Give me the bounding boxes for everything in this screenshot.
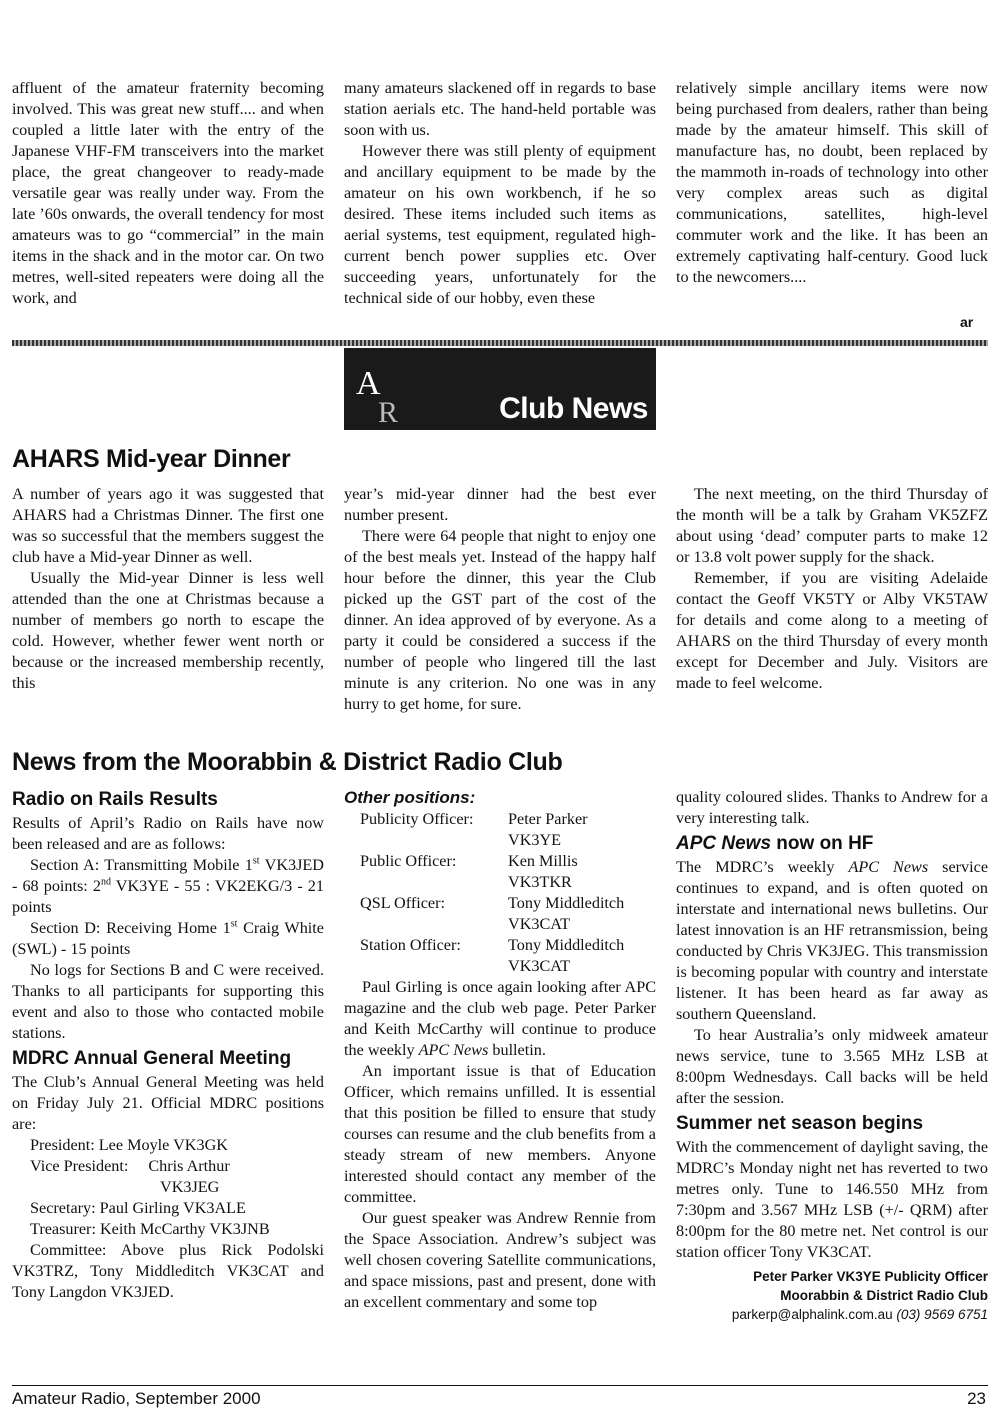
mdrc-heading: News from the Moorabbin & District Radio Club — [12, 748, 563, 776]
position-row — [360, 893, 624, 914]
rails-heading: Radio on Rails Results — [12, 789, 218, 810]
position-row — [360, 809, 624, 830]
rails-section-a: Section A: Transmitting Mobile 1st VK3JED - 68 points: 2nd VK3YE - 55 : VK2EKG/3 - 21 points — [12, 855, 324, 916]
ahars-c2-p2: There were 64 people that night to enjoy one of the best meals yet. Instead of the happy half hour before the dinner, this year the Club picked up the GST part of the cost of the dinner. An idea approved of by everyone. As a party it could be considered a success if the number of people who lingered till the last minute is any criterion. No one was in any hurry to get home, for sure. — [344, 527, 656, 713]
ahars-heading: AHARS Mid-year Dinner — [12, 445, 291, 473]
credit-phone: (03) 9569 6751 — [896, 1307, 988, 1322]
apc-magazine-p: Paul Girling is once again looking after APC magazine and the club web page. Peter Parker and Keith McCarthy will continue to produce the weekly APC News bulletin. — [344, 978, 656, 1059]
summer-net-p: With the commencement of daylight saving, the MDRC’s Monday night net has reverted to two metres only. Tune to 146.550 MHz from 7:30pm and 3.567 MHz LSB (+/- QRM) after 8:00pm for the 80 metre net. Net control is our station officer Tony VK3CAT. — [676, 1138, 988, 1261]
svg-text:R: R — [378, 396, 399, 426]
position-call-row — [360, 956, 624, 977]
position-holder: Tony Middleditch — [508, 894, 625, 912]
slides-cont-p: quality coloured slides. Thanks to Andrew for a very interesting talk. — [676, 788, 988, 827]
ahars-col1 — [12, 484, 324, 694]
rails-p1: Results of April’s Radio on Rails have now been released and are as follows: — [12, 814, 324, 853]
position-callsign: VK3TKR — [508, 873, 572, 891]
ahars-col2 — [344, 484, 656, 715]
agm-committee: Committee: Above plus Rick Podolski VK3TRZ, Tony Middleditch VK3CAT and Tony Langdon VK3JED. — [12, 1241, 324, 1301]
position-role: QSL Officer: — [360, 894, 445, 912]
position-holder: Peter Parker — [508, 810, 588, 828]
position-role: Station Officer: — [360, 936, 461, 954]
credit-line1: Peter Parker VK3YE Publicity Officer — [753, 1269, 988, 1284]
position-role: Public Officer: — [360, 852, 457, 870]
summer-net-heading: Summer net season begins — [676, 1113, 924, 1134]
position-call-row — [360, 830, 624, 851]
top-col2-p1: many amateurs slackened off in regards to base station aerials etc. The hand-held portable was soon with us. — [344, 79, 656, 139]
mdrc-col3 — [676, 787, 988, 1324]
ahars-c1-p1: A number of years ago it was suggested that AHARS had a Christmas Dinner. The first one was so successful that the members suggest the club have a Mid-year Dinner as well. — [12, 485, 324, 566]
rails-no-logs: No logs for Sections B and C were received. Thanks to all participants for supporting this event and also to those who contacted mobile stations. — [12, 961, 324, 1042]
top-article-col1 — [12, 78, 324, 309]
top-col2-p2: However there was still plenty of equipment and ancillary equipment to be made by the amateur on his own workbench, if he so desired. These items included such items as aerial systems, test equipment, regulated high-current bench power supplies etc. Over succeeding years, unfortunately for the technical side of our hobby, even these — [344, 142, 656, 307]
footer-publication: Amateur Radio, September 2000 — [12, 1389, 261, 1408]
position-callsign: VK3CAT — [508, 957, 571, 975]
position-call-row — [360, 914, 624, 935]
mdrc-col1 — [12, 787, 324, 1303]
club-news-banner — [344, 348, 656, 430]
position-row — [360, 851, 624, 872]
position-holder: Ken Millis — [508, 852, 578, 870]
svg-text:A: A — [356, 365, 381, 402]
author-credit — [676, 1267, 988, 1324]
position-role: Publicity Officer: — [360, 810, 474, 828]
article-end-mark: ar — [960, 314, 974, 330]
footer-rule — [12, 1385, 988, 1386]
position-row — [360, 935, 624, 956]
top-article-col3 — [676, 78, 988, 288]
ahars-col3 — [676, 484, 988, 694]
credit-contact — [676, 1305, 988, 1324]
position-callsign: VK3YE — [508, 831, 562, 849]
section-divider — [12, 340, 988, 346]
agm-heading: MDRC Annual General Meeting — [12, 1048, 292, 1069]
position-holder: Tony Middleditch — [508, 936, 625, 954]
top-article-col2 — [344, 78, 656, 309]
agm-president: President: Lee Moyle VK3GK — [30, 1136, 228, 1154]
ahars-c2-p1: year’s mid-year dinner had the best ever number present. — [344, 485, 656, 524]
page-number: 23 — [967, 1389, 986, 1408]
apc-hf-heading: APC News now on HF — [676, 833, 874, 854]
ahars-c3-p2: Remember, if you are visiting Adelaide contact the Geoff VK5TY or Alby VK5TAW for details and come along to a meeting of AHARS on the third Thursday of every month except for December and July. Visitors are made to feel welcome. — [676, 569, 988, 692]
agm-secretary: Secretary: Paul Girling VK3ALE — [30, 1199, 246, 1217]
mdrc-col2 — [344, 787, 656, 1313]
other-positions-heading: Other positions: — [344, 788, 476, 807]
agm-vice-president: Vice President: Chris Arthur VK3JEG — [30, 1157, 230, 1196]
ahars-c1-p2: Usually the Mid-year Dinner is less well attended than the one at Christmas because a number of members go north to escape the cold. However, whether fewer went north or because or the increased membership recently, this — [12, 569, 324, 692]
ahars-c3-p1: The next meeting, on the third Thursday of the month will be a talk by Graham VK5ZFZ about using ‘dead’ computer parts to make 12 or 13.8 volt power supply for the shack. — [676, 485, 988, 566]
position-call-row — [360, 872, 624, 893]
agm-p1: The Club’s Annual General Meeting was held on Friday July 21. Official MDRC positions are: — [12, 1073, 324, 1133]
positions-table — [360, 809, 624, 977]
agm-treasurer: Treasurer: Keith McCarthy VK3JNB — [30, 1220, 270, 1238]
top-col3-text: relatively simple ancillary items were now being purchased from dealers, rather than being made by the amateur himself. This skill of manufacture has, no doubt, been replaced by the mammoth in-roads of technology into other very complex areas such as digital communications, satellites, high-level commuter work and the like. It has been an extremely captivating half-century. Good luck to the newcomers.... — [676, 79, 988, 286]
position-callsign: VK3CAT — [508, 915, 571, 933]
apc-hf-p1: The MDRC’s weekly APC News service continues to expand, and is often quoted on interstate and international news bulletins. Our latest innovation is an HF retransmission, being conducted by Chris VK3JEG. This transmission is becoming popular with country and interstate listener. It has been heard as far away as southern Queensland. — [676, 858, 988, 1023]
credit-line2: Moorabbin & District Radio Club — [780, 1288, 988, 1303]
credit-email[interactable]: parkerp@alphalink.com.au — [731, 1307, 893, 1322]
rails-section-d: Section D: Receiving Home 1st Craig White (SWL) - 15 points — [12, 918, 324, 958]
ar-logo-icon — [352, 354, 412, 426]
banner-title: Club News — [499, 392, 648, 425]
education-officer-p: An important issue is that of Education Officer, which remains unfilled. It is essential that this position be filled to ensure that study courses can resume and the club benefits from a steady stream of new members. Anyone interested should contact any member of the committee. — [344, 1062, 656, 1206]
top-col1-text: affluent of the amateur fraternity becoming involved. This was great new stuff.... and when coupled a little later with the entry of the Japanese VHF-FM transceivers into the market place, the great changeover to ready-made versatile gear was really under way. From the late ’60s onwards, the overall tendency for most amateurs was to go “commercial” in the main items in the shack and in the motor car. On two metres, well-sited repeaters were doing all the work, and — [12, 79, 324, 307]
apc-hf-p2: To hear Australia’s only midweek amateur news service, tune to 3.565 MHz LSB at 8:00pm Wednesdays. Call backs will be held after the session. — [676, 1026, 988, 1107]
guest-speaker-p: Our guest speaker was Andrew Rennie from the Space Association. Andrew’s subject was well chosen covering Satellite communications, and space missions, past and present, done with an excellent commentary and some top — [344, 1209, 656, 1311]
